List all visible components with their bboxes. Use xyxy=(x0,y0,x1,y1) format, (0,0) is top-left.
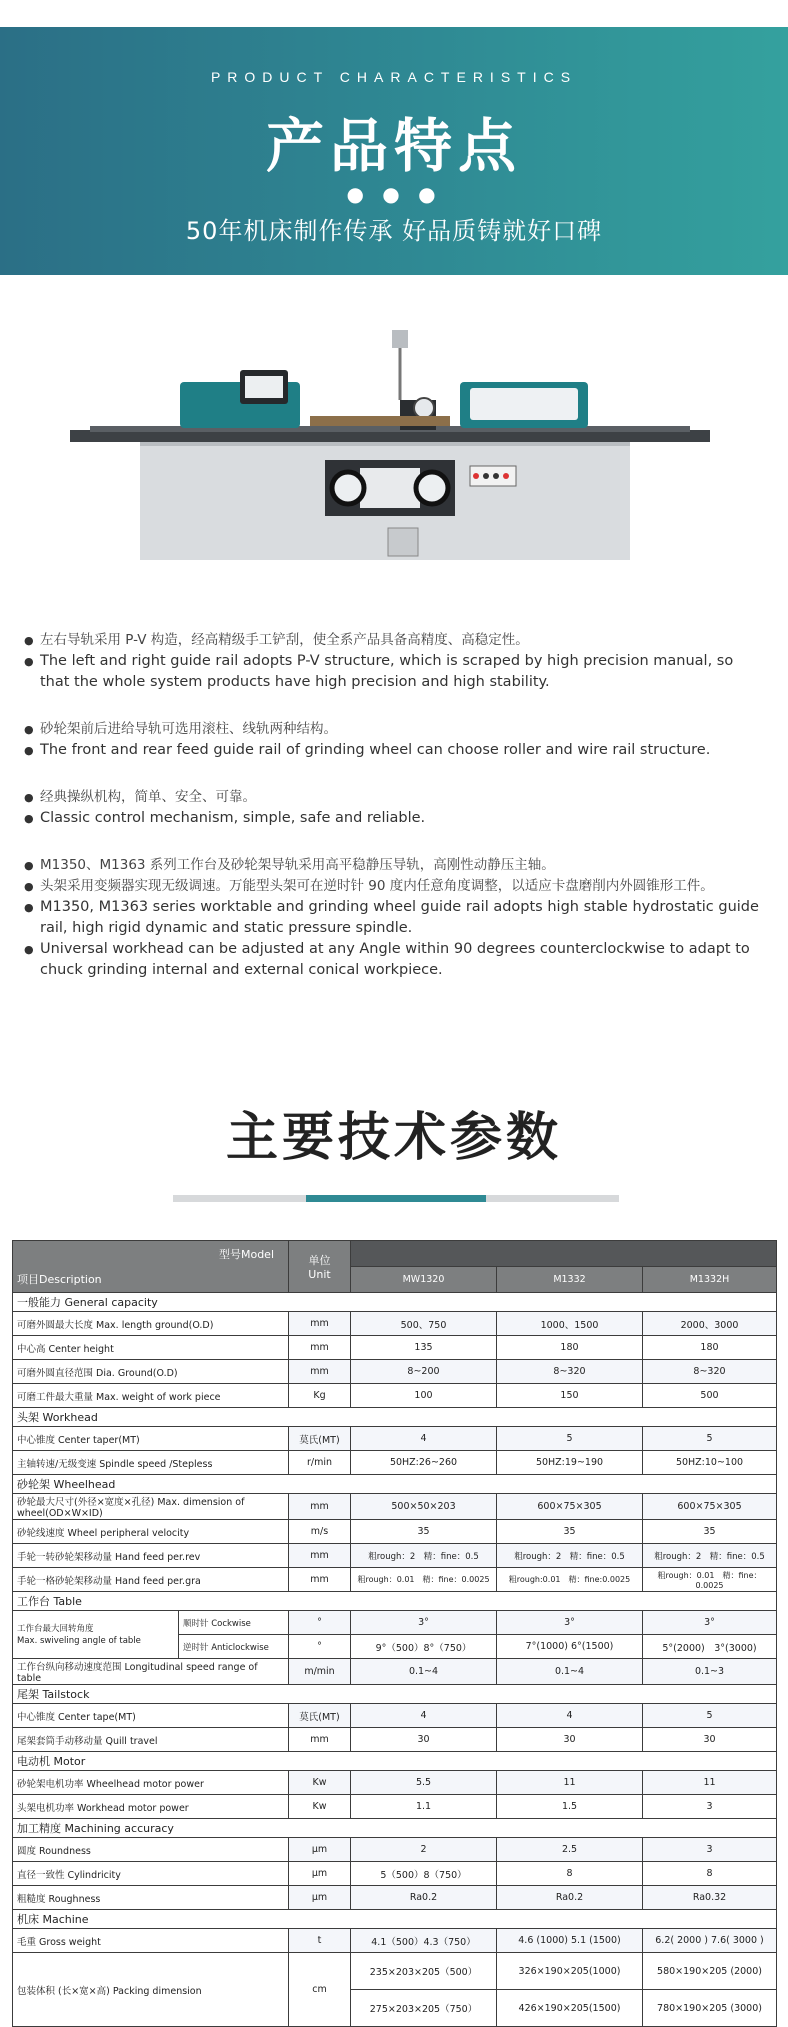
row-value: Ra0.32 xyxy=(643,1886,777,1910)
features-list xyxy=(24,630,764,1007)
row-value: 粗rough：2 精：fine：0.5 xyxy=(497,1544,643,1568)
row-unit: mm xyxy=(289,1568,351,1592)
row-value: 30 xyxy=(643,1728,777,1752)
row-value: 150 xyxy=(497,1384,643,1408)
feature-en: ● M1350, M1363 series worktable and grinding wheel guide rail adopts high stable hydrostatic guide rail, high rigid dynamic and static pressure spindle. xyxy=(24,897,764,939)
feature-en: ● The left and right guide rail adopts P-V structure, which is scraped by high precision manual, so that the whole system products have high precision and high stability. xyxy=(24,651,764,693)
row-value: 3° xyxy=(643,1611,777,1635)
table-row xyxy=(13,1953,777,1990)
table-row xyxy=(13,1659,777,1685)
section-row xyxy=(13,1685,777,1704)
section-title: 机床 Machine xyxy=(13,1910,777,1929)
row-value: 2.5 xyxy=(497,1838,643,1862)
row-label: 毛重 Gross weight xyxy=(13,1929,289,1953)
row-unit: mm xyxy=(289,1312,351,1336)
section-title: 一般能力 General capacity xyxy=(13,1293,777,1312)
banner-subtitle: 50年机床制作传承 好品质铸就好口碑 xyxy=(185,217,603,245)
row-value: 180 xyxy=(643,1336,777,1360)
section-title: 加工精度 Machining accuracy xyxy=(13,1819,777,1838)
row-unit: t xyxy=(289,1929,351,1953)
section-row xyxy=(13,1752,777,1771)
row-value: 1.1 xyxy=(351,1795,497,1819)
table-row xyxy=(13,1838,777,1862)
row-value: 5°(2000) 3°(3000) xyxy=(643,1635,777,1659)
header-model-1: MW1320 xyxy=(351,1267,497,1293)
row-label: 中心锥度 Center tape(MT) xyxy=(13,1704,289,1728)
row-value: 9°（500）8°（750） xyxy=(351,1635,497,1659)
section-title: 尾架 Tailstock xyxy=(13,1685,777,1704)
row-unit: 莫氏(MT) xyxy=(289,1427,351,1451)
row-value: 50HZ:26~260 xyxy=(351,1451,497,1475)
row-unit: μm xyxy=(289,1838,351,1862)
row-unit: μm xyxy=(289,1862,351,1886)
row-value: 5.5 xyxy=(351,1771,497,1795)
row-unit: μm xyxy=(289,1886,351,1910)
feature-en: ● The front and rear feed guide rail of grinding wheel can choose roller and wire rail structure. xyxy=(24,740,764,761)
table-row xyxy=(13,1336,777,1360)
row-label: 中心锥度 Center taper(MT) xyxy=(13,1427,289,1451)
row-label: 粗糙度 Roughness xyxy=(13,1886,289,1910)
section-row xyxy=(13,1592,777,1611)
row-label: 砂轮线速度 Wheel peripheral velocity xyxy=(13,1520,289,1544)
row-value: 500×50×203 xyxy=(351,1494,497,1520)
row-value: 135 xyxy=(351,1336,497,1360)
row-value: 500 xyxy=(643,1384,777,1408)
row-value: 426×190×205(1500) xyxy=(497,1990,643,2027)
row-unit: m/min xyxy=(289,1659,351,1685)
row-value: 50HZ:10~100 xyxy=(643,1451,777,1475)
section-row xyxy=(13,1293,777,1312)
row-value: 3 xyxy=(643,1838,777,1862)
header-unit: 单位 Unit xyxy=(289,1241,351,1293)
row-unit: mm xyxy=(289,1544,351,1568)
header-model-3: M1332H xyxy=(643,1267,777,1293)
row-value: 30 xyxy=(497,1728,643,1752)
row-value: 3° xyxy=(351,1611,497,1635)
row-label: 包装体积 (长×宽×高) Packing dimension xyxy=(13,1953,289,2027)
row-value: 780×190×205 (3000) xyxy=(643,1990,777,2027)
row-label: 头架电机功率 Workhead motor power xyxy=(13,1795,289,1819)
header-model-2: M1332 xyxy=(497,1267,643,1293)
table-row xyxy=(13,1360,777,1384)
row-label: 可磨外圆最大长度 Max. length ground(O.D) xyxy=(13,1312,289,1336)
row-value: 180 xyxy=(497,1336,643,1360)
row-label: 砂轮最大尺寸(外径×宽度×孔径) Max. dimension of wheel(OD×W×ID) xyxy=(13,1494,289,1520)
row-value: 600×75×305 xyxy=(643,1494,777,1520)
table-row xyxy=(13,1795,777,1819)
header-model: 型号Model xyxy=(13,1241,289,1267)
table-row xyxy=(13,1520,777,1544)
row-value: 4.1（500）4.3（750） xyxy=(351,1929,497,1953)
table-row xyxy=(13,1611,777,1635)
table-row xyxy=(13,1544,777,1568)
row-label: 手轮一转砂轮架移动量 Hand feed per.rev xyxy=(13,1544,289,1568)
row-value: Ra0.2 xyxy=(497,1886,643,1910)
section-row xyxy=(13,1910,777,1929)
row-value: 600×75×305 xyxy=(497,1494,643,1520)
section-title: 头架 Workhead xyxy=(13,1408,777,1427)
table-row xyxy=(13,1728,777,1752)
row-value: 5 xyxy=(643,1427,777,1451)
table-header-row xyxy=(13,1241,777,1267)
row-value: 粗rough：0.01 精：fine：0.0025 xyxy=(643,1568,777,1592)
feature-cn: ● 头架采用变频器实现无级调速。万能型头架可在逆时针 90 度内任意角度调整，以适应卡盘磨削内外圆锥形工件。 xyxy=(24,876,764,897)
row-value: 11 xyxy=(497,1771,643,1795)
table-row xyxy=(13,1494,777,1520)
banner-title: 产品特点 xyxy=(265,112,522,180)
table-row xyxy=(13,1771,777,1795)
row-value: 4 xyxy=(351,1704,497,1728)
row-unit: 莫氏(MT) xyxy=(289,1704,351,1728)
row-unit: cm xyxy=(289,1953,351,2027)
row-value: 8~320 xyxy=(497,1360,643,1384)
grinding-machine-illustration xyxy=(70,330,710,560)
section-title: 砂轮架 Wheelhead xyxy=(13,1475,777,1494)
row-label: 主轴转速/无级变速 Spindle speed /Stepless xyxy=(13,1451,289,1475)
row-value: 7°(1000) 6°(1500) xyxy=(497,1635,643,1659)
row-value: 30 xyxy=(351,1728,497,1752)
row-value: 粗rough：2 精：fine：0.5 xyxy=(351,1544,497,1568)
row-value: 0.1~4 xyxy=(351,1659,497,1685)
row-value: 275×203×205（750） xyxy=(351,1990,497,2027)
feature-group-feed-rail xyxy=(24,719,764,761)
table-row xyxy=(13,1704,777,1728)
row-unit: ° xyxy=(289,1635,351,1659)
row-unit: ° xyxy=(289,1611,351,1635)
row-label: 尾架套筒手动移动量 Quill travel xyxy=(13,1728,289,1752)
section-title: 电动机 Motor xyxy=(13,1752,777,1771)
feature-group-series xyxy=(24,855,764,981)
row-unit: Kw xyxy=(289,1795,351,1819)
table-row xyxy=(13,1384,777,1408)
row-value: 1000、1500 xyxy=(497,1312,643,1336)
table-row xyxy=(13,1451,777,1475)
row-value: 235×203×205（500） xyxy=(351,1953,497,1990)
row-label: 砂轮架电机功率 Wheelhead motor power xyxy=(13,1771,289,1795)
row-value: 6.2( 2000 ) 7.6( 3000 ) xyxy=(643,1929,777,1953)
spec-title: 主要技术参数 xyxy=(225,1108,562,1168)
row-value: 8~200 xyxy=(351,1360,497,1384)
row-value: 100 xyxy=(351,1384,497,1408)
feature-group-control xyxy=(24,787,764,829)
table-row xyxy=(13,1929,777,1953)
row-unit: mm xyxy=(289,1360,351,1384)
row-value: 50HZ:19~190 xyxy=(497,1451,643,1475)
row-value: 粗rough:0.01 精：fine:0.0025 xyxy=(497,1568,643,1592)
feature-group-guide-rail xyxy=(24,630,764,693)
row-value: 5 xyxy=(643,1704,777,1728)
row-value: 8 xyxy=(643,1862,777,1886)
spec-table xyxy=(12,1240,777,2027)
row-value: 4.6 (1000) 5.1 (1500) xyxy=(497,1929,643,1953)
row-unit: Kw xyxy=(289,1771,351,1795)
row-value: 2000、3000 xyxy=(643,1312,777,1336)
section-row xyxy=(13,1475,777,1494)
row-label: 工作台最大回转角度 Max. swiveling angle of table xyxy=(13,1611,179,1659)
row-label: 直径一致性 Cylindricity xyxy=(13,1862,289,1886)
row-label: 手轮一格砂轮架移动量 Hand feed per.gra xyxy=(13,1568,289,1592)
row-value: 粗rough：0.01 精：fine：0.0025 xyxy=(351,1568,497,1592)
row-value: 11 xyxy=(643,1771,777,1795)
feature-cn: ● M1350、M1363 系列工作台及砂轮架导轨采用高平稳静压导轨，高刚性动静压主轴。 xyxy=(24,855,764,876)
row-value: 3 xyxy=(643,1795,777,1819)
row-value: 326×190×205(1000) xyxy=(497,1953,643,1990)
row-value: 5（500）8（750） xyxy=(351,1862,497,1886)
row-value: 2 xyxy=(351,1838,497,1862)
row-sublabel: 顺时针 Cockwise xyxy=(179,1611,289,1635)
row-value: 4 xyxy=(497,1704,643,1728)
row-label: 中心高 Center height xyxy=(13,1336,289,1360)
row-value: 4 xyxy=(351,1427,497,1451)
header-item: 项目Description xyxy=(13,1267,289,1293)
banner-eyebrow: PRODUCT CHARACTERISTICS xyxy=(210,69,578,85)
row-sublabel: 逆时针 Anticlockwise xyxy=(179,1635,289,1659)
row-value: 0.1~3 xyxy=(643,1659,777,1685)
row-value: 8~320 xyxy=(643,1360,777,1384)
row-value: 35 xyxy=(497,1520,643,1544)
feature-cn: ● 砂轮架前后进给导轨可选用滚柱、线轨两种结构。 xyxy=(24,719,764,740)
table-row xyxy=(13,1568,777,1592)
table-row xyxy=(13,1886,777,1910)
row-label: 工作台纵向移动速度范围 Longitudinal speed range of table xyxy=(13,1659,289,1685)
row-value: 8 xyxy=(497,1862,643,1886)
feature-en: ● Universal workhead can be adjusted at any Angle within 90 degrees counterclockwise to adapt to chuck grinding internal and external conical workpiece. xyxy=(24,939,764,981)
header-blank xyxy=(351,1241,777,1267)
row-value: 35 xyxy=(643,1520,777,1544)
row-value: 3° xyxy=(497,1611,643,1635)
row-label: 可磨工件最大重量 Max. weight of work piece xyxy=(13,1384,289,1408)
row-label: 圆度 Roundness xyxy=(13,1838,289,1862)
feature-en: ● Classic control mechanism, simple, safe and reliable. xyxy=(24,808,764,829)
row-unit: m/s xyxy=(289,1520,351,1544)
row-value: Ra0.2 xyxy=(351,1886,497,1910)
row-unit: mm xyxy=(289,1494,351,1520)
section-row xyxy=(13,1408,777,1427)
spec-divider-accent xyxy=(306,1195,486,1202)
row-unit: mm xyxy=(289,1728,351,1752)
row-unit: mm xyxy=(289,1336,351,1360)
feature-cn: ● 左右导轨采用 P-V 构造，经高精级手工铲刮，使全系产品具备高精度、高稳定性。 xyxy=(24,630,764,651)
row-label: 可磨外圆直径范围 Dia. Ground(O.D) xyxy=(13,1360,289,1384)
row-unit: Kg xyxy=(289,1384,351,1408)
section-row xyxy=(13,1819,777,1838)
row-value: 粗rough：2 精：fine：0.5 xyxy=(643,1544,777,1568)
table-header-row xyxy=(13,1267,777,1293)
spec-divider xyxy=(173,1195,619,1202)
row-unit: r/min xyxy=(289,1451,351,1475)
feature-cn: ● 经典操纵机构，简单、安全、可靠。 xyxy=(24,787,764,808)
table-row xyxy=(13,1427,777,1451)
row-value: 500、750 xyxy=(351,1312,497,1336)
row-value: 0.1~4 xyxy=(497,1659,643,1685)
banner-dots: ● ● ● xyxy=(346,182,442,206)
row-value: 580×190×205 (2000) xyxy=(643,1953,777,1990)
product-banner xyxy=(0,27,788,275)
table-row xyxy=(13,1862,777,1886)
row-value: 35 xyxy=(351,1520,497,1544)
section-title: 工作台 Table xyxy=(13,1592,777,1611)
table-row xyxy=(13,1312,777,1336)
row-value: 5 xyxy=(497,1427,643,1451)
row-value: 1.5 xyxy=(497,1795,643,1819)
